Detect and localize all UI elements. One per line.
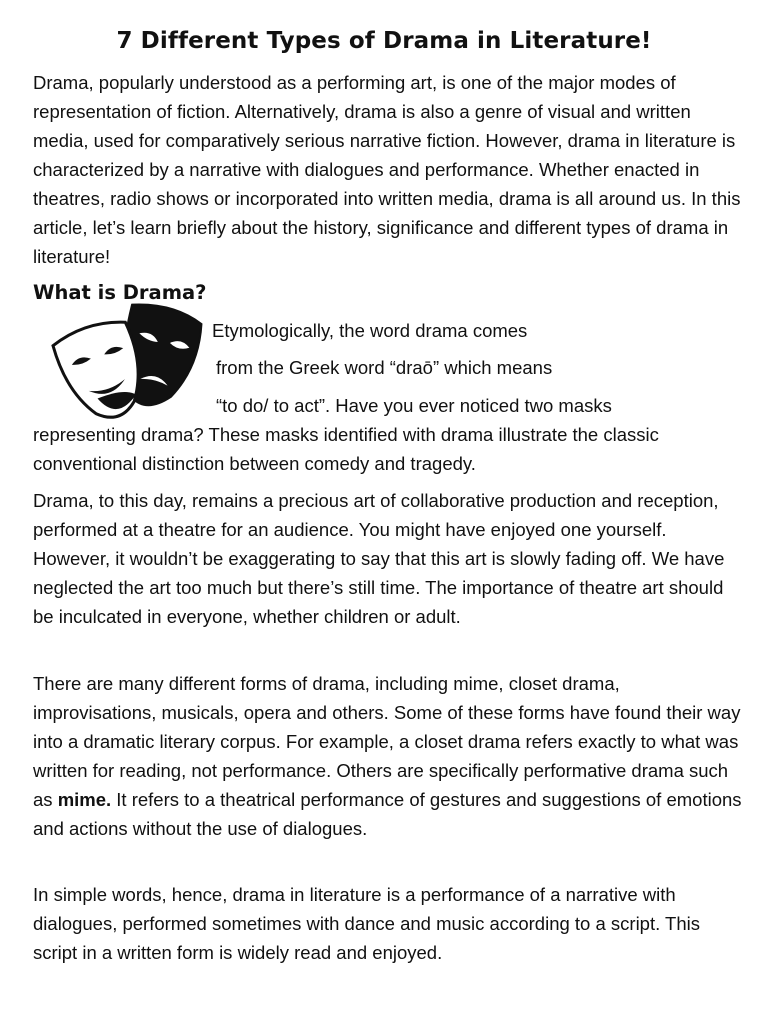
paragraph-4: In simple words, hence, drama in literature is a performance of a narrative with dialogues, performed sometimes with dance and music according to a script. This script in a written form is widely read and enjoyed.	[33, 884, 701, 963]
section-heading: What is Drama?	[33, 281, 207, 304]
intro-paragraph: Drama, popularly understood as a performing art, is one of the major modes of representation of fiction. Alternatively, drama is also a genre of visual and written media, used for comparatively serious narrative fiction. However, drama in literature is characterized by a narrative with dialogues and performance. Whether enacted in theatres, radio shows or incorporated into written media, drama is all around us. In this article, let’s learn briefly about the history, significance and different types of drama in literature!	[33, 72, 741, 267]
paragraph-2: Drama, to this day, remains a precious art of collaborative production and reception, performed at a theatre for an audience. You might have enjoyed one yourself. However, it wouldn’t be exaggerating to say that this art is slowly fading off. We have neglected the art too much but there’s still time. The importance of theatre art should be inculcated in everyone, whether children or adult.	[33, 490, 725, 627]
comedy-tragedy-masks-icon	[50, 303, 210, 423]
page-title: 7 Different Types of Drama in Literature!	[116, 28, 652, 54]
paragraph-3-text-a: There are many different forms of drama, including mime, closet drama, improvisations, musicals, opera and others. Some of these forms have found their way into a dramatic literary corpus. For example, a closet drama refers exactly to what was written for reading, not performance. Others are specifically performative drama such as	[33, 673, 741, 810]
mime-term: mime.	[57, 789, 112, 810]
paragraph-3-text-b: It refers to a theatrical performance of gestures and suggestions of emotions and actions without the use of dialogues.	[33, 789, 742, 839]
paragraph-3	[33, 669, 743, 843]
etymology-line-3: “to do/ to act”. Have you ever noticed two masks	[216, 395, 612, 416]
etymology-paragraph: representing drama? These masks identified with drama illustrate the classic conventional distinction between comedy and tragedy.	[33, 424, 659, 474]
etymology-line-2: from the Greek word “draō” which means	[216, 357, 553, 378]
etymology-line-1: Etymologically, the word drama comes	[212, 320, 528, 341]
